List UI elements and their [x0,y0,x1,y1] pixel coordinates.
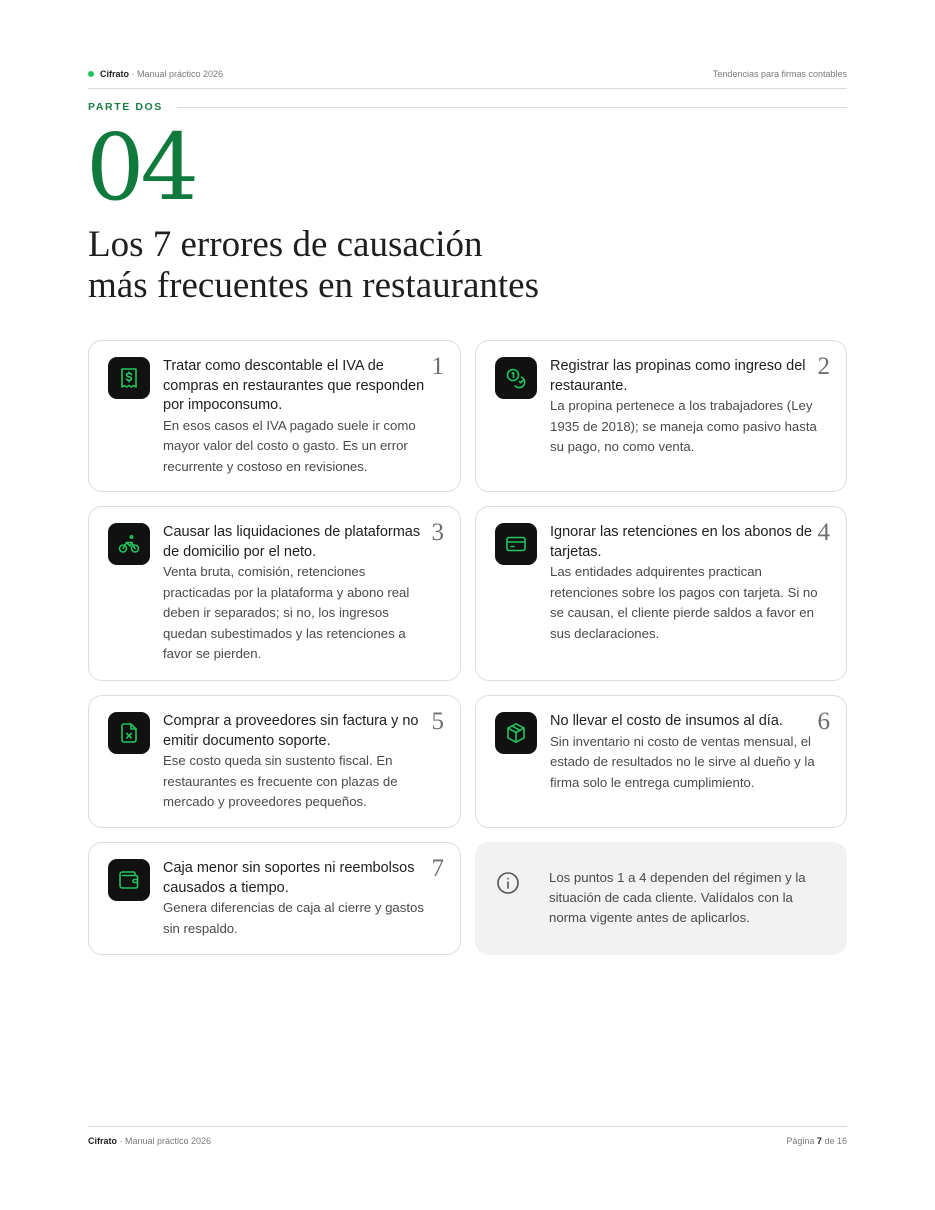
header-publication: · Manual práctico 2026 [131,69,224,79]
part-rule [177,107,847,108]
error-description: Las entidades adquirentes practican retenciones sobre los pagos con tarjeta. Si no se causan, el cliente pierde saldos a favor en sus declaraciones. [550,564,818,641]
error-description: Sin inventario ni costo de ventas mensual, el estado de resultados no le sirve al dueño y la firma solo le entrega cumplimiento. [550,733,815,790]
part-label: PARTE DOS [88,101,163,113]
footer-brand: Cifrato [88,1136,117,1146]
error-title: Tratar como descontable el IVA de compras en restaurantes que responden por impoconsumo. [163,358,425,413]
chapter-title [88,224,708,306]
header-left [88,69,223,79]
error-title: Comprar a proveedores sin factura y no emitir documento soporte. [163,713,419,749]
error-text [163,859,432,939]
error-card-3 [88,506,461,681]
error-number: 3 [431,519,444,546]
error-text [550,357,818,458]
error-description: Venta bruta, comisión, retenciones practicadas por la plataforma y abono real deben ir separados; si no, los ingresos quedan subestimados y las retenciones a favor se pierden. [163,564,410,661]
page-sep: de [824,1136,835,1146]
page-indicator [786,1136,847,1146]
file-x-icon [108,712,150,754]
error-text [163,712,432,813]
error-text [550,712,818,793]
error-number: 7 [431,855,444,882]
error-description: Genera diferencias de caja al cierre y gastos sin respaldo. [163,900,424,936]
error-card-6 [475,695,847,828]
error-number: 2 [817,353,830,380]
part-divider [88,100,847,114]
error-description: La propina pertenece a los trabajadores (Ley 1935 de 2018); se maneja como pasivo hasta su pago, no como venta. [550,398,817,454]
error-title: Caja menor sin soportes ni reembolsos causados a tiempo. [163,860,415,896]
coins-icon [495,357,537,399]
wallet-icon [108,859,150,901]
chapter-number: 04 [86,114,196,221]
error-title: Registrar las propinas como ingreso del restaurante. [550,358,806,394]
error-number: 4 [817,519,830,546]
header-brand: Cifrato [100,69,129,79]
error-text [163,357,432,477]
error-title: Causar las liquidaciones de plataformas de domicilio por el neto. [163,524,421,560]
error-card-2 [475,340,847,492]
receipt-dollar-icon [108,357,150,399]
page-total: 16 [836,1136,847,1146]
error-title: No llevar el costo de insumos al día. [550,713,783,729]
error-number: 5 [431,708,444,735]
credit-card-icon [495,523,537,565]
chapter-title-line-2: más frecuentes en restaurantes [88,265,539,306]
brand-dot-icon [88,71,94,77]
error-number: 1 [431,353,444,380]
info-icon [496,871,520,895]
chapter-title-line-1: Los 7 errores de causación [88,224,483,265]
error-description: Ese costo queda sin sustento fiscal. En restaurantes es frecuente con plazas de mercado y proveedores pequeños. [163,753,398,809]
error-card-4 [475,506,847,681]
page-prefix: Página [786,1136,815,1146]
error-description: En esos casos el IVA pagado suele ir como mayor valor del costo o gasto. Es un error recurrente y costoso en revisiones. [163,417,416,474]
error-text [163,523,432,665]
footer-publication: · Manual práctico 2026 [119,1136,212,1146]
error-text [550,523,818,644]
bike-icon [108,523,150,565]
info-note [475,842,847,955]
error-title: Ignorar las retenciones en los abonos de tarjetas. [550,524,812,560]
error-card-5 [88,695,461,828]
error-card-7 [88,842,461,955]
page-current: 7 [816,1136,822,1146]
note-text: Los puntos 1 a 4 dependen del régimen y la situación de cada cliente. Valídalos con la norma vigente antes de aplicarlos. [549,870,806,925]
error-card-1 [88,340,461,492]
error-number: 6 [817,708,830,735]
header-section: Tendencias para firmas contables [712,69,847,79]
page-footer [88,1126,847,1151]
footer-left [88,1136,211,1146]
package-icon [495,712,537,754]
page-header [88,66,847,89]
